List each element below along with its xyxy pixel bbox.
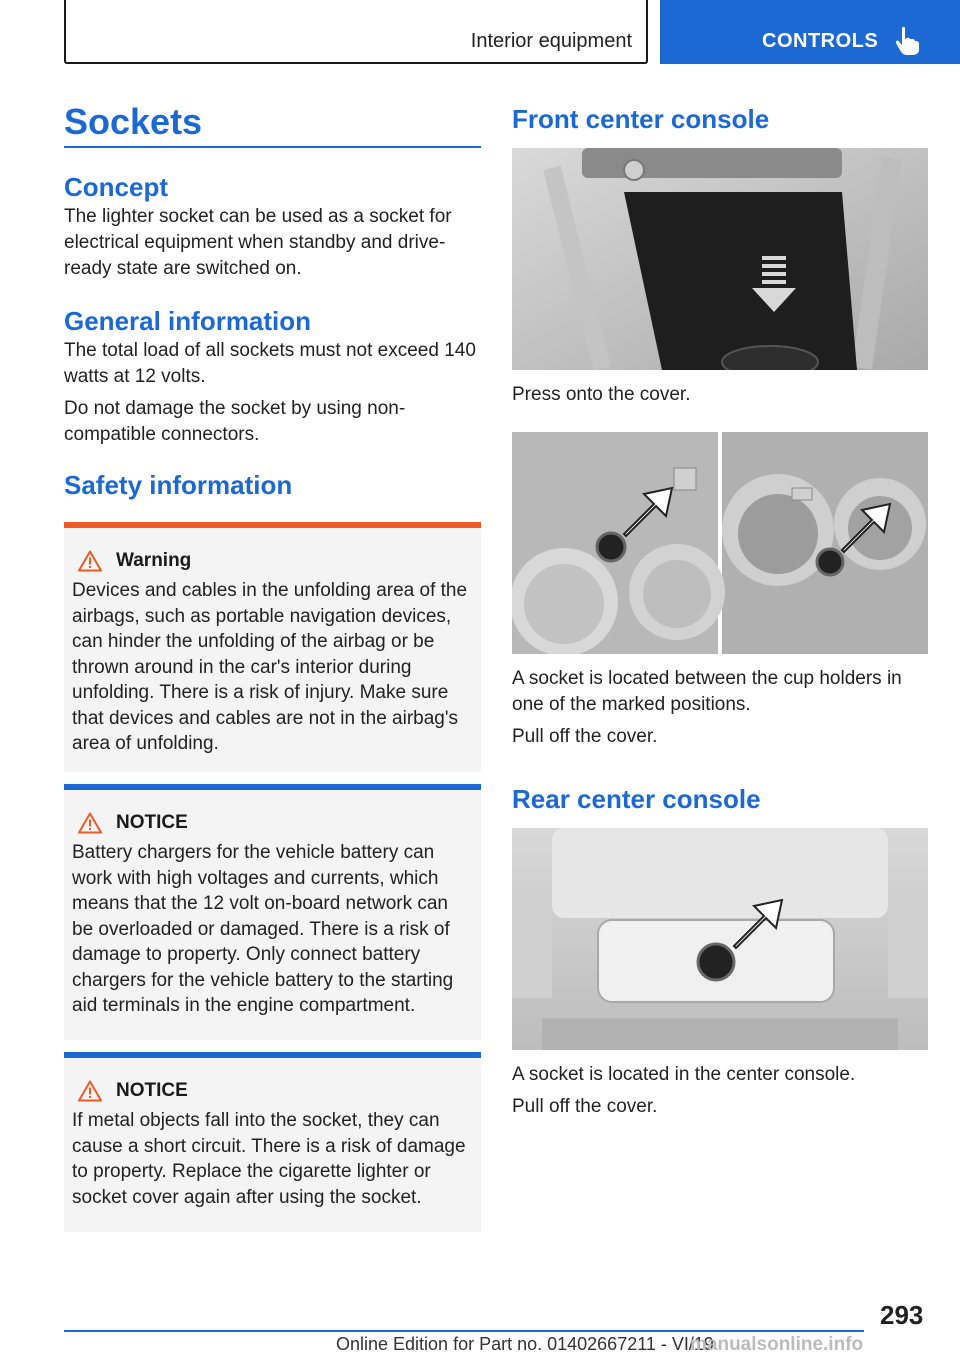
- hand-pointer-icon: [894, 26, 920, 56]
- watermark-text: manualsonline.info: [690, 1334, 864, 1355]
- notice-metal-title: NOTICE: [116, 1080, 188, 1101]
- front-center-console-heading: Front center console: [512, 104, 770, 134]
- cup-holder-caption-2: Pull off the cover.: [512, 726, 658, 747]
- front-console-photo: [512, 148, 928, 370]
- general-text-1: The total load of all sockets must not exceed 140 watts at 12 volts.: [64, 340, 476, 387]
- notice-triangle-icon: [78, 1080, 102, 1102]
- front-console-caption: Press onto the cover.: [512, 384, 691, 405]
- page-number: 293: [880, 1300, 924, 1330]
- rear-console-photo: [512, 828, 928, 1050]
- rear-center-console-heading: Rear center console: [512, 784, 761, 814]
- header-section-tab: [64, 0, 648, 64]
- header-section-title: Interior equipment: [470, 30, 632, 52]
- safety-information-heading: Safety information: [64, 470, 293, 500]
- cup-holder-caption: A socket is located between the cup holders in one of the marked positions.: [512, 668, 902, 715]
- rear-console-caption-2: Pull off the cover.: [512, 1096, 658, 1117]
- cup-holder-photos: [512, 432, 928, 654]
- notice-metal-text: If metal objects fall into the socket, they can cause a short circuit. There is a risk of damage to property. Replace the cigarette lighter or socket cover again after using the socket.: [72, 1110, 466, 1208]
- left-column: [64, 96, 481, 1232]
- page-title: Sockets: [64, 96, 481, 148]
- footer-edition-text: Online Edition for Part no. 01402667211 - VI/19: [336, 1334, 714, 1354]
- warning-triangle-icon: [78, 550, 102, 572]
- footer-divider: [64, 1330, 864, 1332]
- general-text-2: Do not damage the socket by using non-compatible connectors.: [64, 398, 406, 445]
- concept-text: The lighter socket can be used as a socket for electrical equipment when standby and drive-ready state are switched on.: [64, 206, 452, 279]
- notice-box-metal-objects: [64, 1052, 481, 1232]
- warning-title: Warning: [116, 550, 192, 571]
- header-chapter-title: CONTROLS: [762, 30, 879, 52]
- warning-box: [64, 522, 481, 772]
- concept-heading: Concept: [64, 172, 168, 202]
- notice-battery-title: NOTICE: [116, 812, 188, 833]
- rear-console-caption: A socket is located in the center console.: [512, 1064, 856, 1085]
- notice-battery-text: Battery chargers for the vehicle battery can work with high voltages and currents, which means that the 12 volt on-board network can be overloaded or damaged. There is a risk of damage to property. Only connect battery chargers for the vehicle battery to the starting aid terminals in the engine compartment.: [72, 842, 454, 1016]
- notice-triangle-icon: [78, 812, 102, 834]
- general-information-heading: General information: [64, 306, 312, 336]
- notice-box-battery: [64, 784, 481, 1040]
- warning-text: Devices and cables in the unfolding area of the airbags, such as portable navigation devices, can hinder the unfolding of the airbag or be thrown around in the car's interior during unfolding. There is a risk of injury. Make sure that devices and cables are not in the airbag's area of unfolding.: [72, 580, 468, 754]
